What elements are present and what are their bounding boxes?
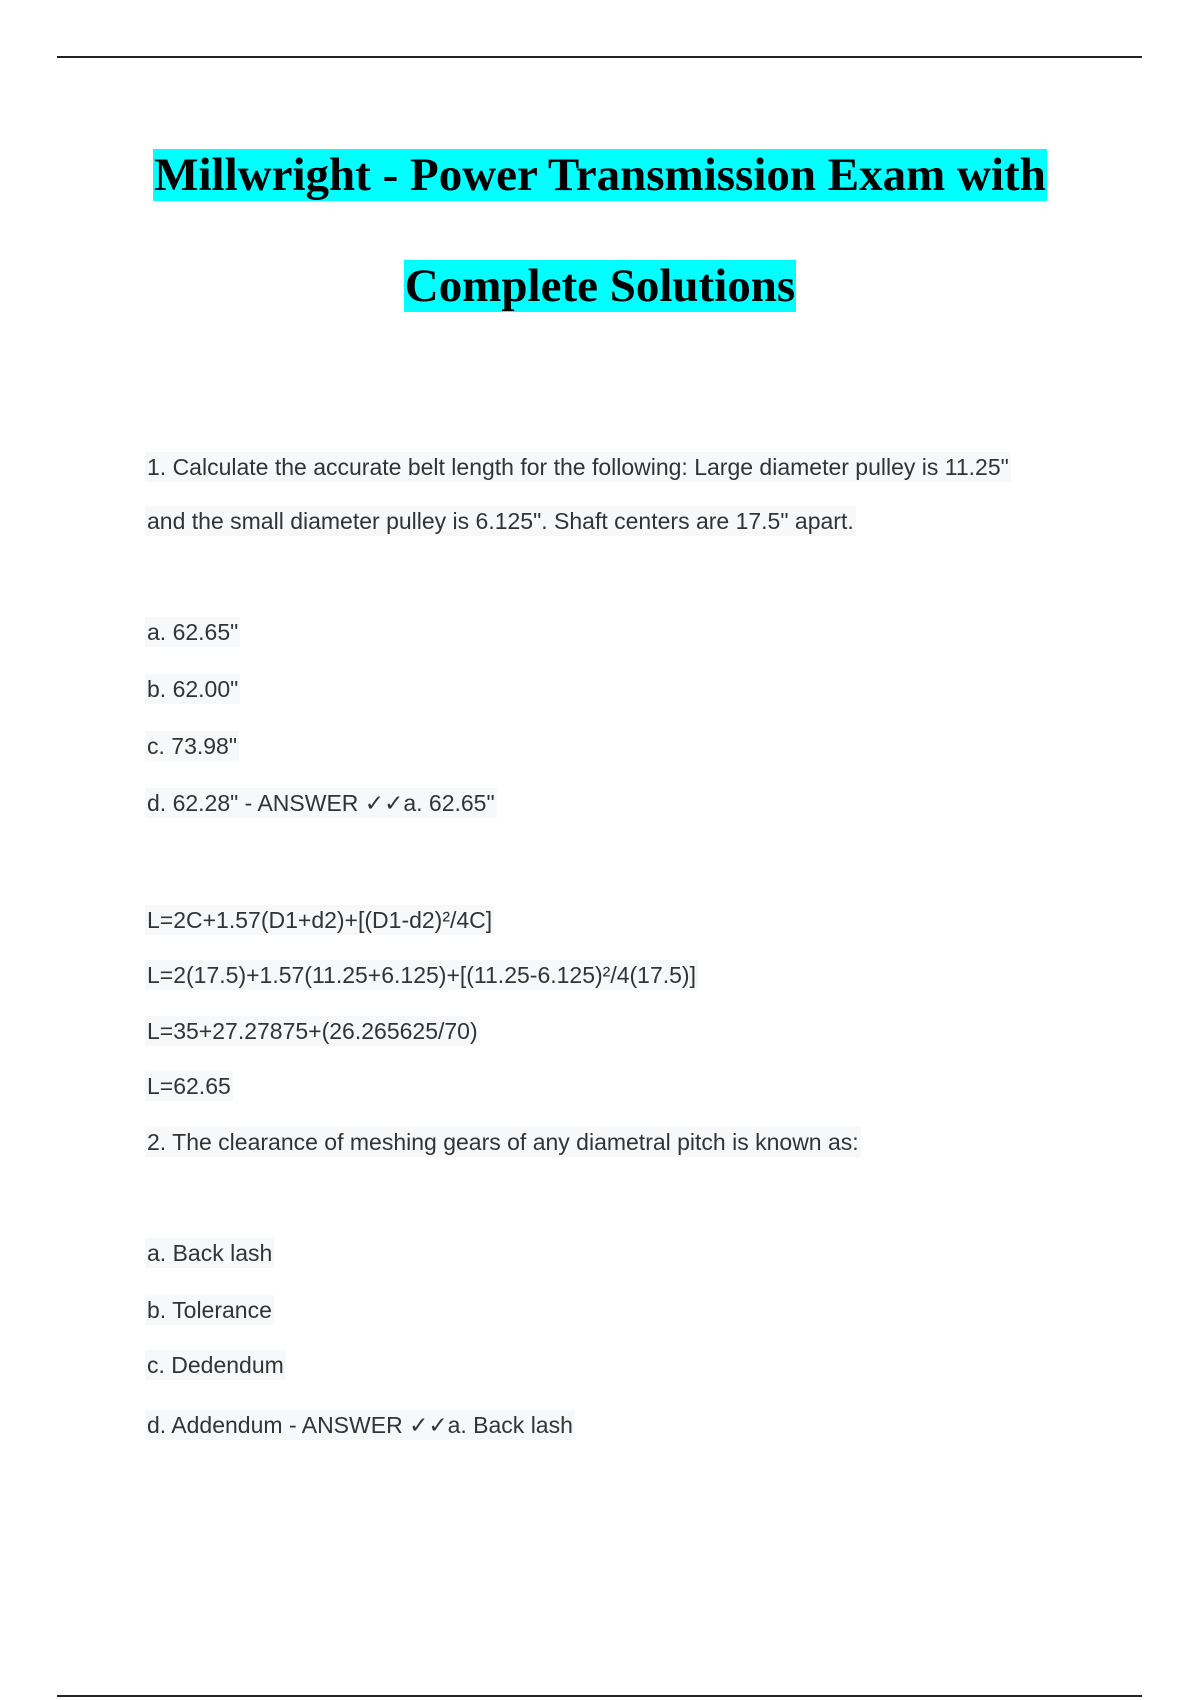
question-1-option-a: a. 62.65"	[147, 619, 239, 645]
question-2-option-d-answer: d. Addendum - ANSWER ✓✓a. Back lash	[147, 1412, 573, 1438]
question-2-stem: 2. The clearance of meshing gears of any diametral pitch is known as:	[147, 1129, 859, 1155]
document-title-line-1: Millwright - Power Transmission Exam with	[154, 149, 1046, 201]
question-1-stem-line-1: 1. Calculate the accurate belt length for the following: Large diameter pulley is 11.25"	[147, 454, 1009, 480]
question-2-option-a: a. Back lash	[147, 1240, 273, 1266]
footer-rule	[57, 1695, 1142, 1697]
question-1-substitution: L=2(17.5)+1.57(11.25+6.125)+[(11.25-6.125)²/4(17.5)]	[147, 962, 696, 988]
question-2-option-b: b. Tolerance	[147, 1297, 272, 1323]
question-1-option-b: b. 62.00"	[147, 676, 239, 702]
document-title-line-2: Complete Solutions	[404, 260, 796, 312]
question-1-formula: L=2C+1.57(D1+d2)+[(D1-d2)²/4C]	[147, 907, 493, 933]
question-1-result: L=62.65	[147, 1073, 231, 1099]
question-1-option-c: c. 73.98"	[147, 733, 238, 759]
question-2-option-c: c. Dedendum	[147, 1352, 284, 1378]
question-1-stem-line-2: and the small diameter pulley is 6.125". Shaft centers are 17.5" apart.	[147, 508, 854, 534]
header-rule	[57, 56, 1142, 58]
question-1-option-d-answer: d. 62.28" - ANSWER ✓✓a. 62.65"	[147, 790, 495, 816]
question-1-simplification: L=35+27.27875+(26.265625/70)	[147, 1018, 478, 1044]
